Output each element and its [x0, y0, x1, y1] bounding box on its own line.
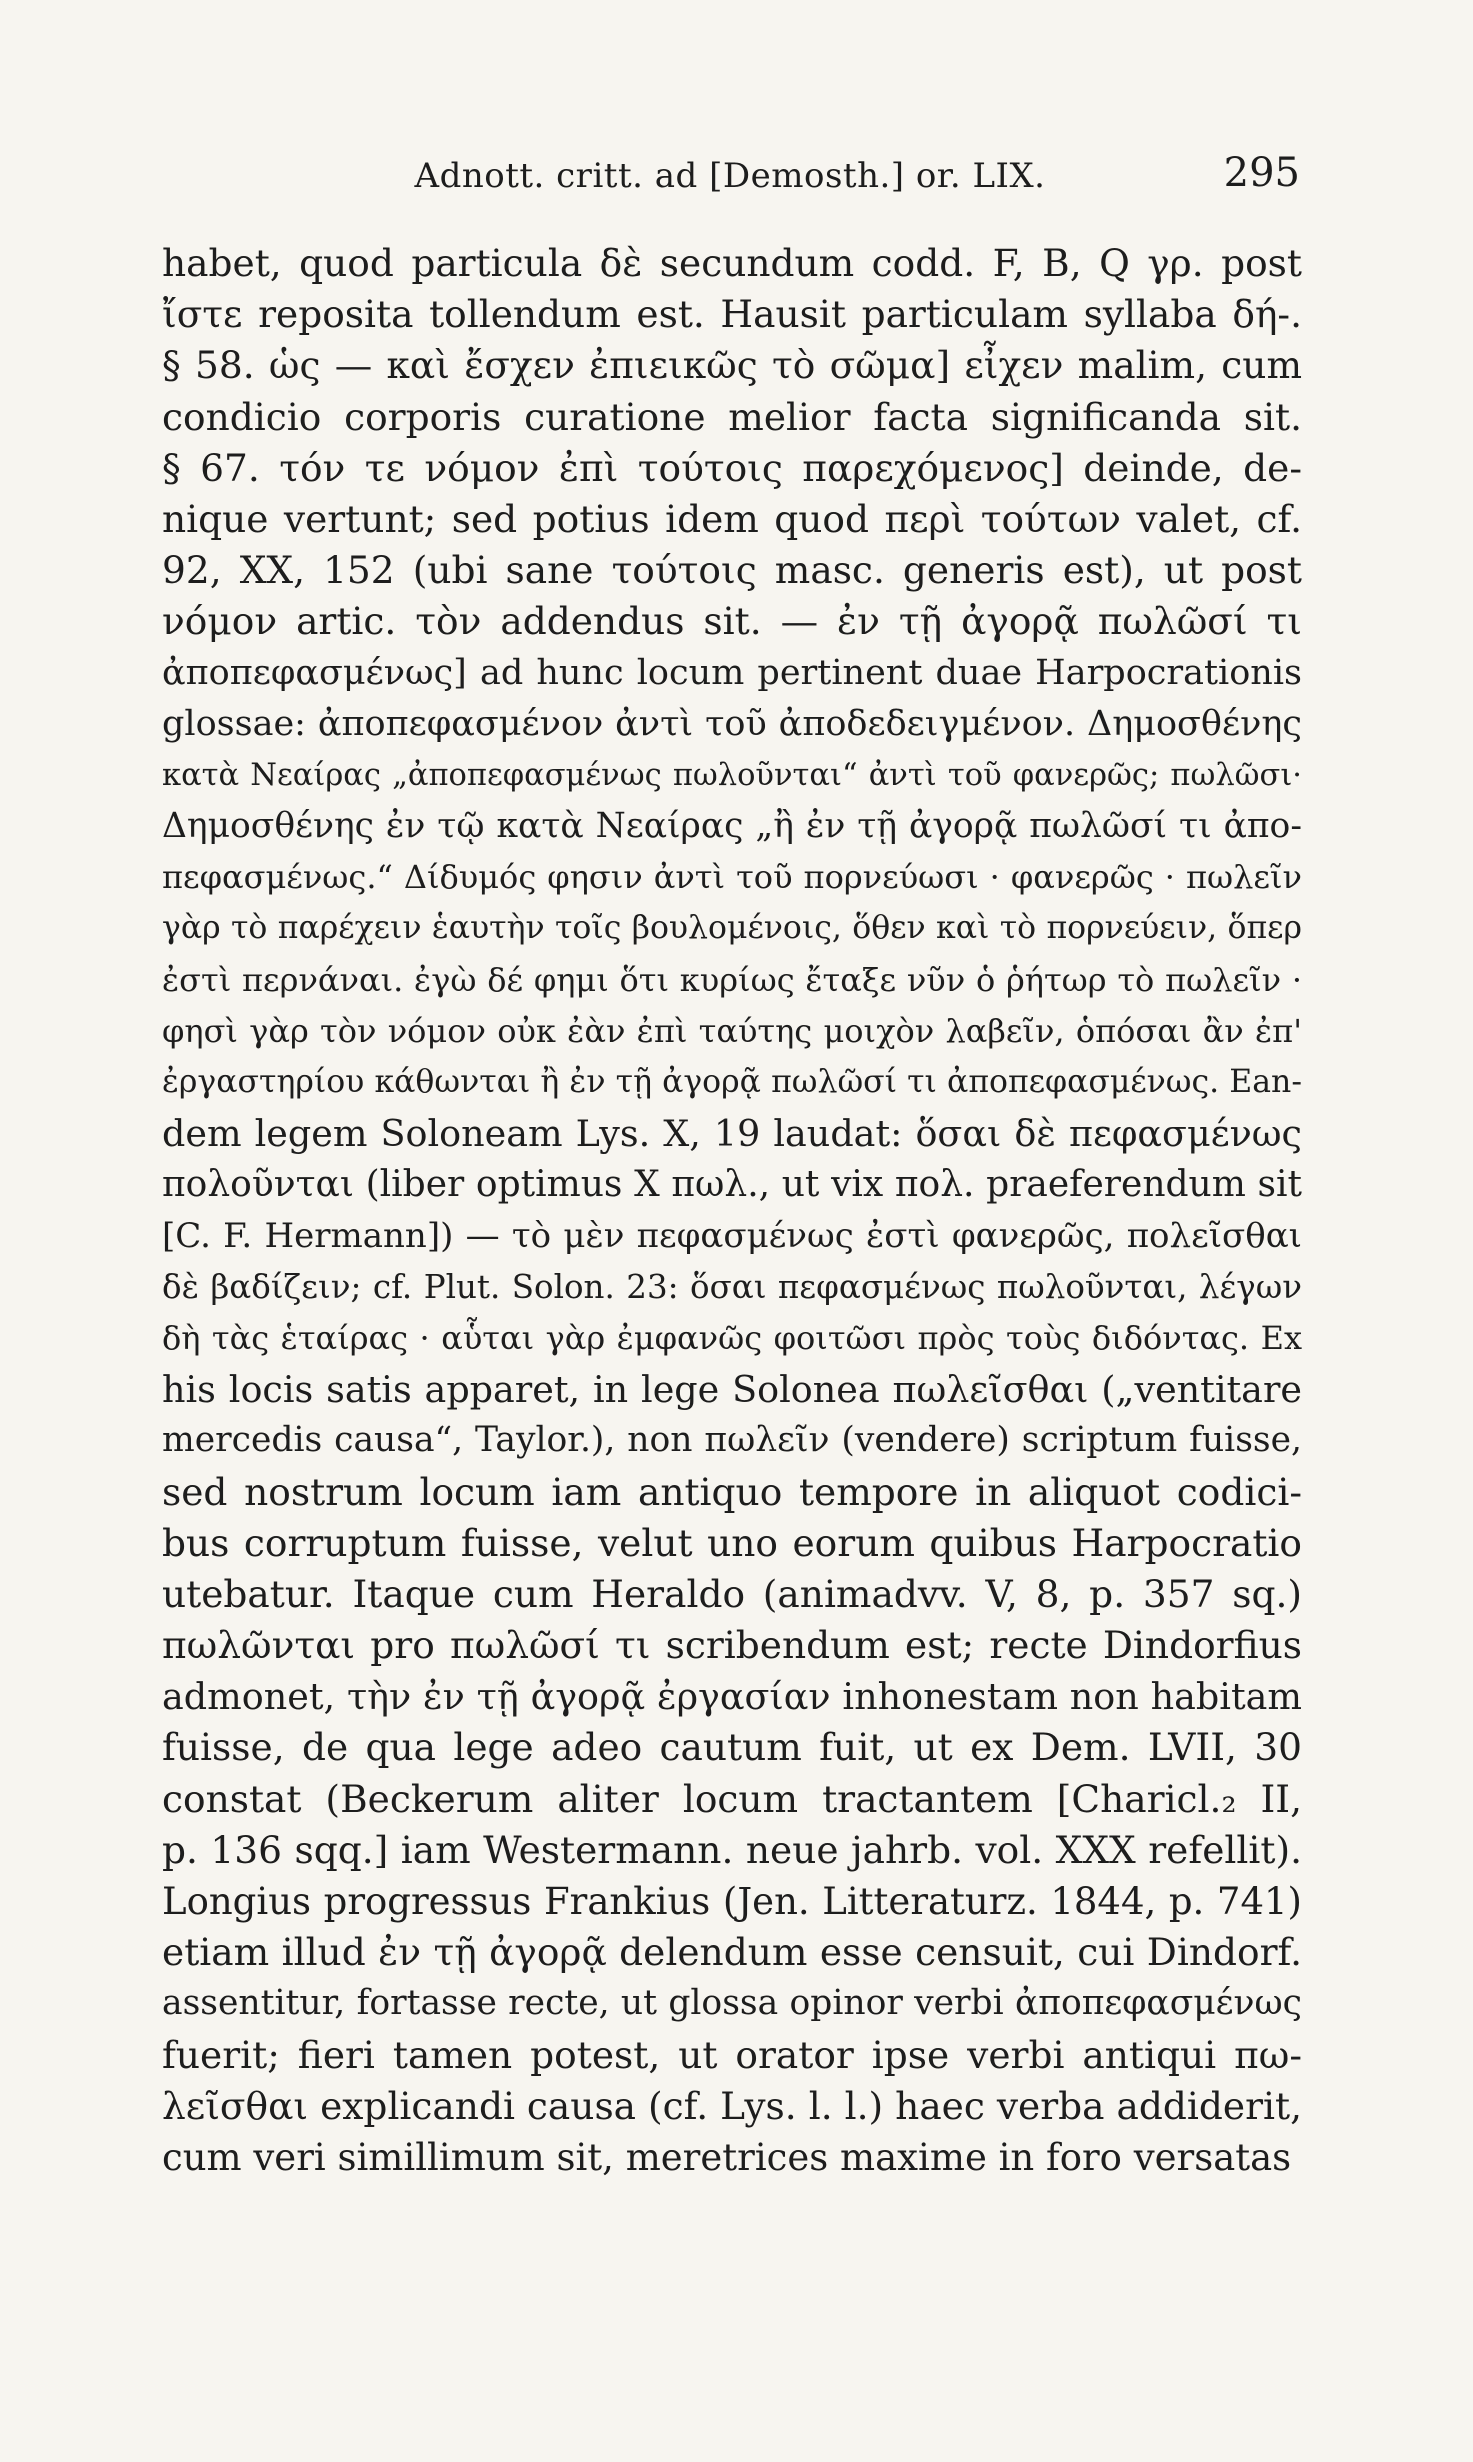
- text-line: habet, quod particula δὲ secundum codd. F, B, Q γρ. post: [162, 241, 1302, 285]
- text-line: § 67. τόν τε νόμον ἐπὶ τούτοις παρεχόμενος] deinde, de-: [162, 445, 1302, 490]
- text-line: § 58. ὡς — καὶ ἔσχεν ἐπιεικῶς τὸ σῶμα] εἶχεν malim, cum: [162, 343, 1302, 388]
- text-line: condicio corporis curatione melior facta significanda sit.: [162, 394, 1302, 439]
- text-line: sed nostrum locum iam antiquo tempore in aliquot codici-: [162, 1469, 1302, 1514]
- page-header: [160, 150, 1300, 210]
- text-line: admonet, τὴν ἐν τῇ ἀγορᾷ ἐργασίαν inhonestam non habitam: [162, 1675, 1302, 1719]
- text-line: ἐργαστηρίου κάθωνται ἢ ἐν τῇ ἀγορᾷ πωλῶσί τι ἀποπεφασμένως. Ean-: [162, 1064, 1302, 1100]
- text-line: mercedis causa“, Taylor.), non πωλεῖν (vendere) scriptum fuisse,: [162, 1420, 1302, 1461]
- text-line: bus corruptum fuisse, velut uno eorum quibus Harpocratio: [162, 1520, 1302, 1565]
- text-line: πωλῶνται pro πωλῶσί τι scribendum est; recte Dindorfius: [162, 1623, 1302, 1668]
- text-line: nique vertunt; sed potius idem quod περὶ τούτων valet, cf.: [162, 496, 1302, 541]
- text-line: assentitur, fortasse recte, ut glossa opinor verbi ἀποπεφασμένως: [162, 1983, 1302, 2024]
- text-line: Longius progressus Frankius (Jen. Litteraturz. 1844, p. 741): [162, 1880, 1302, 1923]
- text-line: ἴστε reposita tollendum est. Hausit particulam syllaba δή-.: [162, 292, 1302, 337]
- text-line: cum veri simillimum sit, meretrices maxime in foro versatas: [162, 2135, 1292, 2179]
- text-line: etiam illud ἐν τῇ ἀγορᾷ delendum esse censuit, cui Dindorf.: [162, 1930, 1302, 1975]
- text-line: γὰρ τὸ παρέχειν ἑαυτὴν τοῖς βουλομένοις, ὅθεν καὶ τὸ πορνεύειν, ὅπερ: [162, 910, 1302, 947]
- text-line: utebatur. Itaque cum Heraldo (animadvv. V, 8, p. 357 sq.): [162, 1571, 1302, 1616]
- text-line: νόμον artic. τὸν addendus sit. — ἐν τῇ ἀγορᾷ πωλῶσί τι: [162, 599, 1302, 644]
- text-line: Δημοσθένης ἐν τῷ κατὰ Νεαίρας „ἢ ἐν τῇ ἀγορᾷ πωλῶσί τι ἀπο-: [162, 806, 1302, 847]
- text-line: πολοῦνται (liber optimus X πωλ., ut vix πολ. praeferendum sit: [162, 1164, 1302, 1206]
- text-line: constat (Beckerum aliter locum tractantem [Charicl.₂ II,: [162, 1776, 1302, 1821]
- text-line: κατὰ Νεαίρας „ἀποπεφασμένως πωλοῦνται“ ἀντὶ τοῦ φανερῶς; πωλῶσι·: [162, 757, 1302, 793]
- text-line: δὲ βαδίζειν; cf. Plut. Solon. 23: ὅσαι πεφασμένως πωλοῦνται, λέγων: [162, 1267, 1302, 1306]
- text-line: φησὶ γὰρ τὸν νόμον οὐκ ἐὰν ἐπὶ ταύτης μοιχὸν λαβεῖν, ὁπόσαι ἂν ἐπ': [162, 1011, 1302, 1050]
- text-line: fuisse, de qua lege adeo cautum fuit, ut ex Dem. LVII, 30: [162, 1725, 1302, 1770]
- page-number: 295: [1223, 150, 1300, 196]
- text-line: his locis satis apparet, in lege Solonea πωλεῖσθαι („ventitare: [162, 1368, 1302, 1412]
- text-line: ἀποπεφασμένως] ad hunc locum pertinent duae Harpocrationis: [162, 652, 1302, 693]
- text-line: πεφασμένως.“ Δίδυμός φησιν ἀντὶ τοῦ πορνεύωσι · φανερῶς · πωλεῖν: [162, 858, 1302, 897]
- text-line: λεῖσθαι explicandi causa (cf. Lys. l. l.) haec verba addiderit,: [162, 2083, 1302, 2128]
- text-line: δὴ τὰς ἑταίρας · αὗται γὰρ ἐμφανῶς φοιτῶσι πρὸς τοὺς διδόντας. Ex: [162, 1318, 1302, 1357]
- text-line: ἐστὶ περνάναι. ἐγὼ δέ φημι ὅτι κυρίως ἔταξε νῦν ὁ ῥήτωρ τὸ πωλεῖν ·: [162, 960, 1302, 999]
- running-head: Adnott. critt. ad [Demosth.] or. LIX.: [414, 156, 1046, 196]
- text-line: 92, XX, 152 (ubi sane τούτοις masc. generis est), ut post: [162, 548, 1302, 593]
- text-line: p. 136 sqq.] iam Westermann. neue jahrb. vol. XXX refellit).: [162, 1827, 1302, 1872]
- text-line: [C. F. Hermann]) — τὸ μὲν πεφασμένως ἐστὶ φανερῶς, πολεῖσθαι: [162, 1215, 1302, 1256]
- body-text: [162, 238, 1302, 2183]
- text-line: fuerit; fieri tamen potest, ut orator ipse verbi antiqui πω-: [162, 2032, 1302, 2077]
- text-line: glossae: ἀποπεφασμένον ἀντὶ τοῦ ἀποδεδειγμένον. Δημοσθένης: [162, 703, 1302, 744]
- text-line: dem legem Soloneam Lys. X, 19 laudat: ὅσαι δὲ πεφασμένως: [162, 1112, 1302, 1156]
